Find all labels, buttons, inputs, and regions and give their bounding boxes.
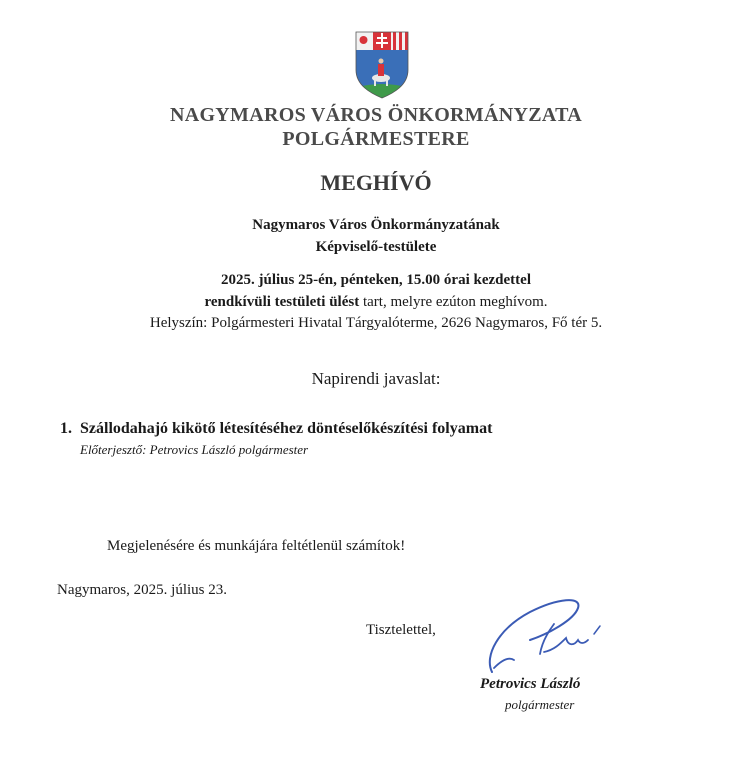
agenda-item-presenter: Előterjesztő: Petrovics László polgármester — [80, 442, 309, 457]
closing-text: Megjelenésére és munkájára feltétlenül számítok! — [107, 538, 406, 554]
meeting-location: Helyszín: Polgármesteri Hivatal Tárgyalóterme, 2626 Nagymaros, Fő tér 5. — [149, 315, 603, 331]
meeting-datetime: 2025. július 25-én, pénteken, 15.00 órai kezdettel — [221, 272, 531, 288]
dateline: Nagymaros, 2025. július 23. — [57, 582, 227, 598]
coat-of-arms-icon — [354, 30, 410, 100]
meeting-description — [0, 294, 752, 311]
office-title: NAGYMAROS VÁROS ÖNKORMÁNYZATA — [169, 104, 583, 126]
meeting-description-rest: tart, melyre ezúton meghívom. — [359, 294, 548, 310]
agenda-heading: Napirendi javaslat: — [311, 369, 441, 388]
handwritten-signature-icon — [470, 594, 620, 684]
regards: Tisztelettel, — [366, 622, 436, 638]
meeting-type: rendkívüli testületi ülést — [204, 294, 360, 310]
office-subtitle: POLGÁRMESTERE — [282, 128, 470, 150]
agenda-item-number: 1. — [60, 420, 72, 437]
document-type-heading: MEGHÍVÓ — [320, 170, 432, 195]
addressee-line-2: Képviselő-testülete — [315, 239, 437, 255]
signer-title: polgármester — [505, 697, 575, 712]
addressee-line-1: Nagymaros Város Önkormányzatának — [252, 217, 500, 233]
agenda-item-title: Szállodahajó kikötő létesítéséhez döntéselőkészítési folyamat — [80, 420, 493, 437]
signer-name: Petrovics László — [480, 676, 581, 692]
